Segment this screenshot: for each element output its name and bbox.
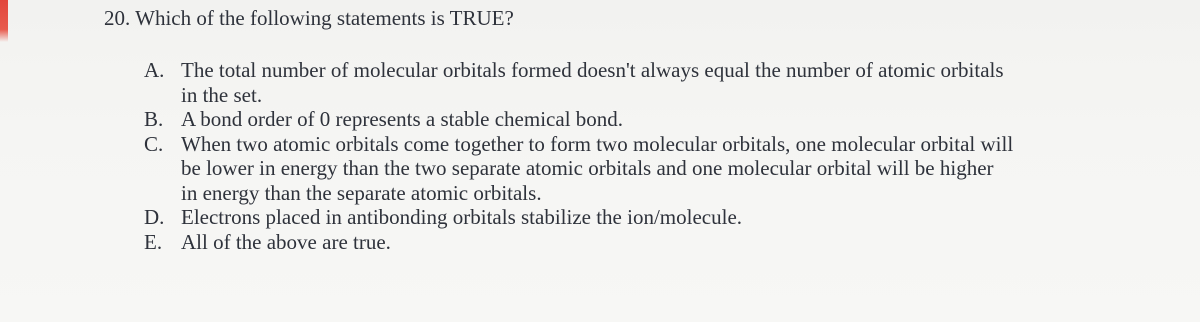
option-a-line-1: The total number of molecular orbitals formed doesn't always equal the number of atomic orbitals xyxy=(181,58,1004,82)
option-e-line-1: All of the above are true. xyxy=(181,229,391,254)
answer-options-list xyxy=(144,58,1184,254)
option-a-text xyxy=(181,58,1184,107)
option-d-letter: D. xyxy=(144,205,165,229)
option-a xyxy=(144,58,1184,107)
option-a-letter: A. xyxy=(144,58,165,82)
option-e-text xyxy=(181,230,1184,255)
option-b-line-1: A bond order of 0 represents a stable chemical bond. xyxy=(181,107,624,131)
option-c xyxy=(144,132,1184,206)
option-c-line-1: When two atomic orbitals come together to form two molecular orbitals, one molecular orbital will xyxy=(181,131,1014,156)
option-b xyxy=(144,107,1184,132)
question-title: 20. Which of the following statements is TRUE? xyxy=(104,6,514,30)
option-c-line-2: be lower in energy than the two separate atomic orbitals and one molecular orbital will be higher xyxy=(181,156,994,180)
option-d-line-1: Electrons placed in antibonding orbitals stabilize the ion/molecule. xyxy=(181,205,743,229)
page-edge-mark xyxy=(0,0,8,42)
option-d-text xyxy=(181,205,1184,230)
option-b-text xyxy=(181,107,1184,132)
option-c-text xyxy=(181,132,1184,206)
option-c-letter: C. xyxy=(144,131,164,156)
option-e xyxy=(144,230,1184,255)
option-b-letter: B. xyxy=(144,107,164,131)
option-a-line-2: in the set. xyxy=(181,82,263,107)
option-c-line-3: in energy than the separate atomic orbitals. xyxy=(181,180,542,205)
option-e-letter: E. xyxy=(144,229,163,254)
option-d xyxy=(144,205,1184,230)
